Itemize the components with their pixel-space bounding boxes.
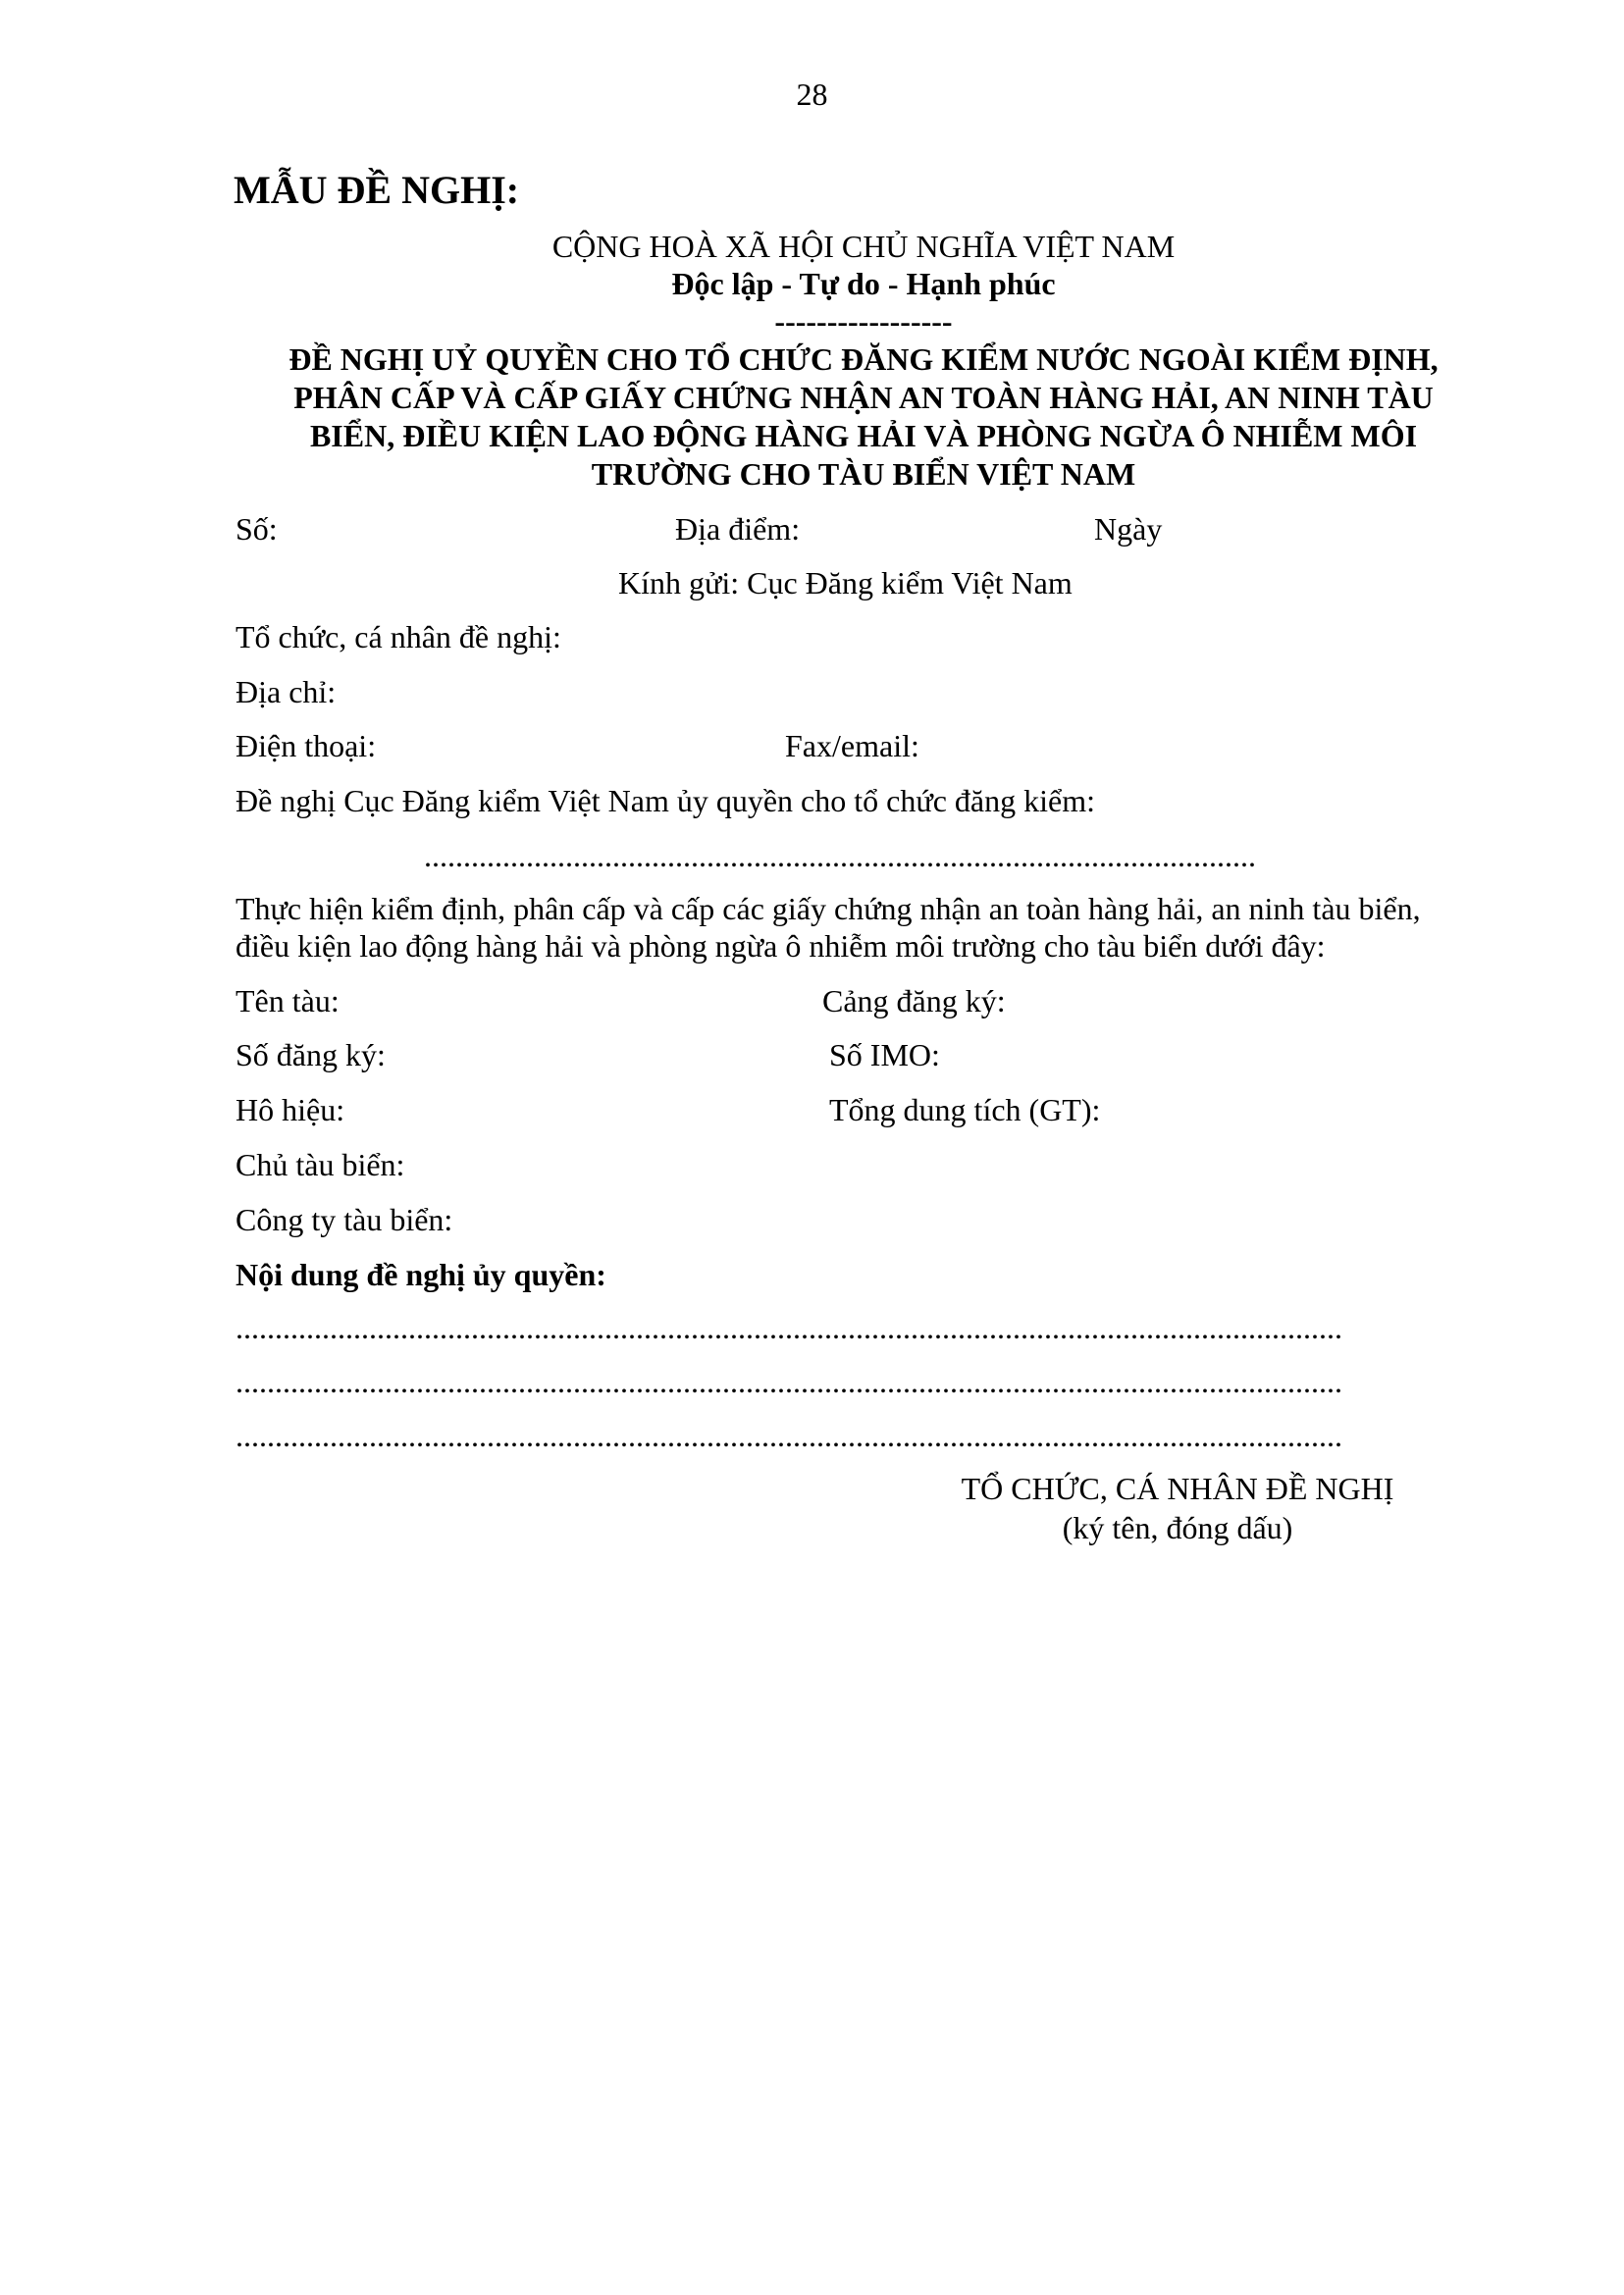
signature-note: (ký tên, đóng dấu) <box>1062 1510 1293 1545</box>
applicant-fax-label: Fax/email: <box>785 728 919 763</box>
ship-gt-label: Tổng dung tích (GT): <box>829 1092 1101 1127</box>
scope-line: điều kiện lao động hàng hải và phòng ngừa ô nhiễm môi trường cho tàu biển dưới đây: <box>236 928 1326 964</box>
ship-owner-label: Chủ tàu biển: <box>236 1147 405 1182</box>
title-line: TRƯỜNG CHO TÀU BIỂN VIỆT NAM <box>591 456 1136 492</box>
page-number: 28 <box>796 77 828 112</box>
ship-port-label: Cảng đăng ký: <box>822 983 1006 1018</box>
nation-name: CỘNG HOÀ XÃ HỘI CHỦ NGHĨA VIỆT NAM <box>551 229 1176 264</box>
content-dotted-line: ............................................................................................................................................. <box>236 1310 1342 1345</box>
header-separator: ----------------- <box>774 303 953 339</box>
ship-company-label: Công ty tàu biển: <box>236 1202 453 1237</box>
form-title: MẪU ĐỀ NGHỊ: <box>234 168 520 212</box>
title-line: PHÂN CẤP VÀ CẤP GIẤY CHỨNG NHẬN AN TOÀN HÀNG HẢI, AN NINH TÀU <box>293 380 1434 415</box>
ship-imo-label: Số IMO: <box>829 1037 940 1072</box>
scope-line: Thực hiện kiểm định, phân cấp và cấp các giấy chứng nhận an toàn hàng hải, an ninh tàu biển, <box>236 891 1421 926</box>
applicant-org-label: Tổ chức, cá nhân đề nghị: <box>236 619 561 654</box>
national-header <box>236 228 1492 339</box>
request-line: Đề nghị Cục Đăng kiểm Việt Nam ủy quyền cho tổ chức đăng kiểm: <box>236 783 1095 818</box>
content-dotted-line: ............................................................................................................................................. <box>236 1418 1342 1453</box>
title-line: ĐỀ NGHỊ UỶ QUYỀN CHO TỔ CHỨC ĐĂNG KIỂM NƯỚC NGOÀI KIỂM ĐỊNH, <box>288 341 1439 377</box>
ship-callsign-label: Hô hiệu: <box>236 1092 345 1127</box>
ship-name-label: Tên tàu: <box>236 983 340 1018</box>
title-line: BIỂN, ĐIỀU KIỆN LAO ĐỘNG HÀNG HẢI VÀ PHÒNG NGỪA Ô NHIỄM MÔI <box>309 418 1418 453</box>
place-label: Địa điểm: <box>675 511 801 547</box>
content-dotted-line: ............................................................................................................................................. <box>236 1364 1342 1399</box>
applicant-phone-label: Điện thoại: <box>236 728 377 763</box>
content-heading: Nội dung đề nghị ủy quyền: <box>236 1257 606 1292</box>
number-label: Số: <box>236 511 278 547</box>
signature-title: TỔ CHỨC, CÁ NHÂN ĐỀ NGHỊ <box>961 1471 1394 1506</box>
applicant-address-label: Địa chỉ: <box>236 674 337 709</box>
date-label: Ngày <box>1094 511 1163 547</box>
proposal-title <box>236 340 1492 494</box>
national-motto: Độc lập - Tự do - Hạnh phúc <box>671 266 1056 301</box>
ship-reg-label: Số đăng ký: <box>236 1037 386 1072</box>
recipient: Kính gửi: Cục Đăng kiểm Việt Nam <box>618 565 1073 600</box>
organization-dotted-line: .......................................................................................................... <box>424 838 1256 873</box>
